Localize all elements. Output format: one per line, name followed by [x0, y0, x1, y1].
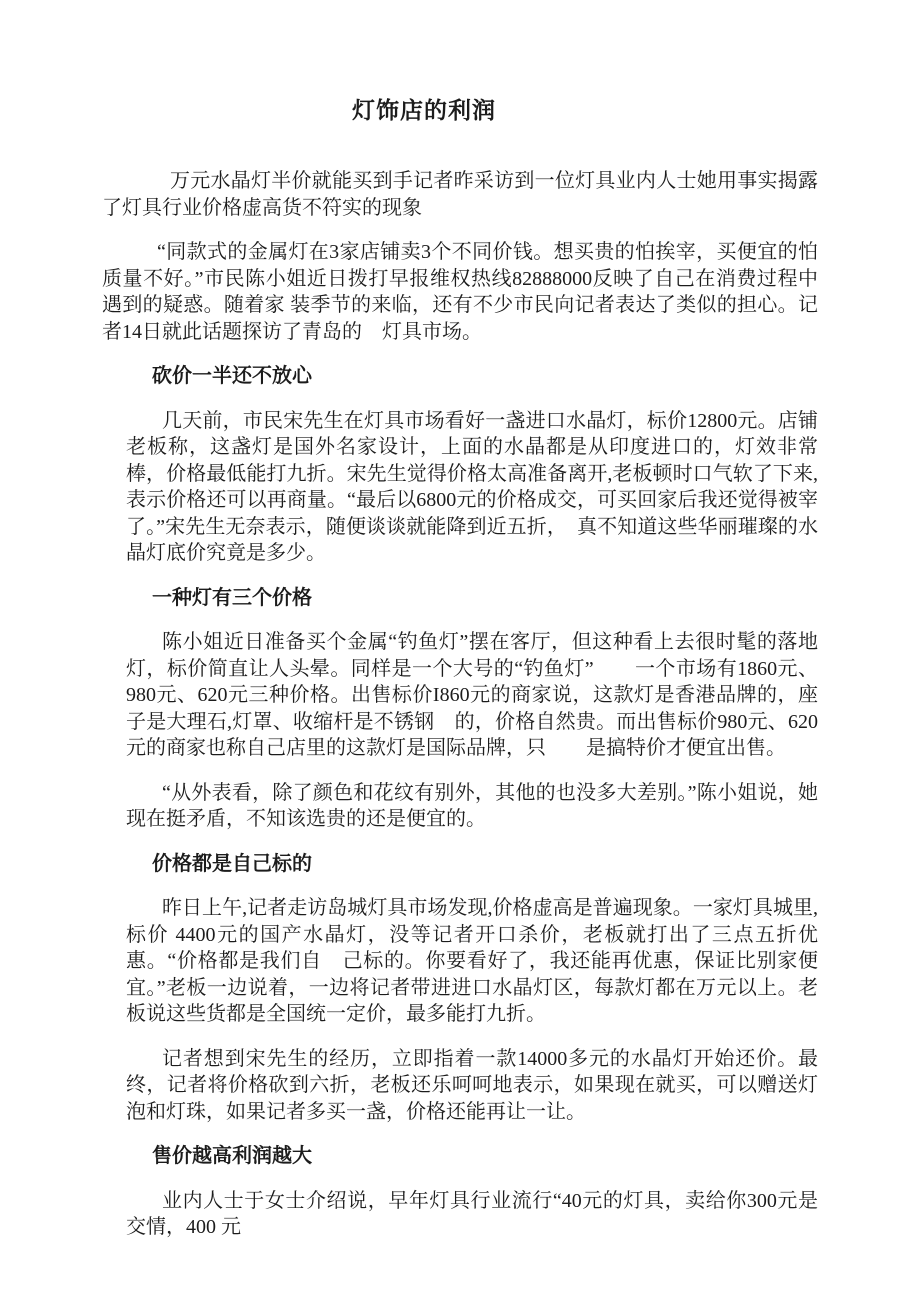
section-heading-three-prices: 一种灯有三个价格 — [152, 586, 312, 609]
paragraph-fishing-lamp-prices: 陈小姐近日准备买个金属“钓鱼灯”摆在客厅，但这种看上去很时髦的落地灯，标价简直让人头晕。同样是一个大号的“钓鱼灯” 一个市场有1860元、980元、620元三种价格。出售标价I860元的商家说，这款灯是香港品牌的，座子是大理石,灯罩、收缩杆是不锈钢 的，价格自然贵。而出售标价980元、620元的商家也称自己店里的这款灯是国际品牌，只 是搞特价才便宜出售。 — [126, 631, 818, 759]
section-heading-self-priced: 价格都是自己标的 — [152, 852, 312, 875]
paragraph-lede: 万元水晶灯半价就能买到手记者昨采访到一位灯具业内人士她用事实揭露了灯具行业价格虚高货不符实的现象 — [102, 170, 818, 219]
paragraph-market-visit: 昨日上午,记者走访岛城灯具市场发现,价格虚高是普遍现象。一家灯具城里,标价 4400元的国产水晶灯，没等记者开口杀价，老板就打出了三点五折优惠。“价格都是我们自 己标的。你要看好了，我还能再优惠，保证比别家便宜。”老板一边说着，一边将记者带进进口水晶灯区，每款灯都在万元以上。老板说这些货都是全国统一定价，最多能打九折。 — [126, 897, 818, 1025]
paragraph-insider-quote: 业内人士于女士介绍说，早年灯具行业流行“40元的灯具，卖给你300元是交情，400 元 — [126, 1189, 818, 1238]
section-heading-bargain-half: 砍价一半还不放心 — [152, 365, 312, 387]
section-heading-higher-price-profit: 售价越高利润越大 — [152, 1145, 312, 1167]
paragraph-mr-song-crystal-lamp: 几天前，市民宋先生在灯具市场看好一盏进口水晶灯，标价12800元。店铺老板称，这盏灯是国外名家设计，上面的水晶都是从印度进口的，灯效非常棒，价格最低能打九折。宋先生觉得价格太高准备离开,老板顿时口气软了下来,表示价格还可以再商量。“最后以6800元的价格成交，可买回家后我还觉得被宰了。”宋先生无奈表示，随便谈谈就能降到近五折， 真不知道这些华丽璀璨的水晶灯底价究竟是多少。 — [126, 409, 818, 564]
paragraph-chen-dilemma: “从外表看，除了颜色和花纹有别外，其他的也没多大差别。”陈小姐说，她现在挺矛盾，不知该选贵的还是便宜的。 — [126, 781, 818, 830]
article-title: 灯饰店的利润 — [352, 98, 496, 123]
paragraph-reporter-bargain: 记者想到宋先生的经历，立即指着一款14000多元的水晶灯开始还价。最终，记者将价格砍到六折，老板还乐呵呵地表示，如果现在就买，可以赠送灯泡和灯珠，如果记者多买一盏，价格还能再让一让。 — [126, 1047, 818, 1123]
paragraph-hotline-complaint: “同款式的金属灯在3家店铺卖3个不同价钱。想买贵的怕挨宰，买便宜的怕质量不好。”市民陈小姐近日拨打早报维权热线82888000反映了自己在消费过程中遇到的疑惑。随着家 装季节的来临，还有不少市民向记者表达了类似的担心。记者14日就此话题探访了青岛的 灯具市场。 — [102, 241, 818, 343]
